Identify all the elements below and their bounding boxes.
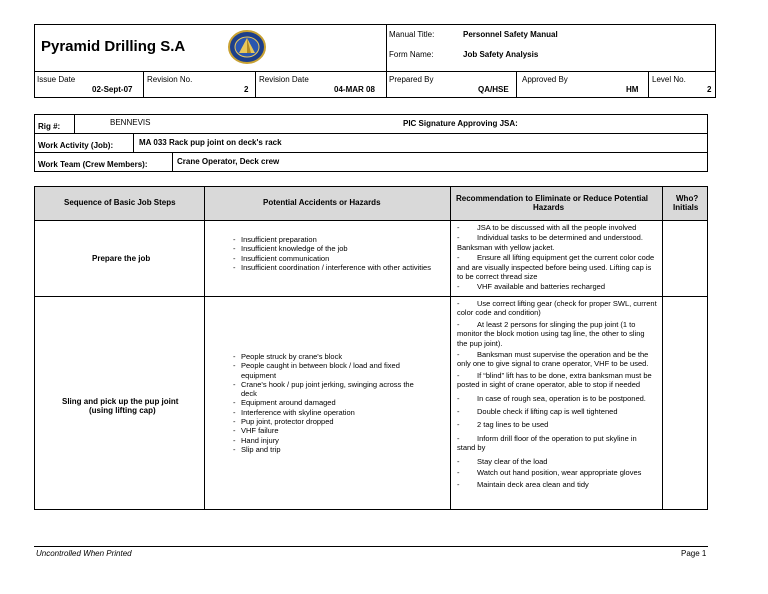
level-no-label: Level No. (652, 75, 686, 84)
list-item: - Equipment around damaged (233, 398, 423, 407)
list-item: - VHF failure (233, 426, 423, 435)
list-item: - Crane's hook / pup joint jerking, swinging across the deck (233, 380, 423, 399)
list-item: - Use correct lifting gear (check for proper SWL, current color code and condition) (457, 299, 657, 318)
form-name-value: Job Safety Analysis (463, 50, 539, 59)
meta-row (34, 71, 716, 98)
work-team-value: Crane Operator, Deck crew (177, 157, 280, 166)
approved-by-value: HM (626, 85, 639, 94)
footer-uncontrolled: Uncontrolled When Printed (36, 549, 132, 558)
list-item: - At least 2 persons for slinging the pup joint (1 to monitor the block motion using tag line, the other to sling the pup joint). (457, 319, 645, 348)
row1-step: Prepare the job (92, 254, 151, 263)
list-item: - Slip and trip (233, 445, 423, 454)
list-item: - Interference with skyline operation (233, 408, 423, 417)
row1-hazards (233, 235, 438, 272)
header-recommendations-line1: Recommendation to Eliminate or Reduce Potential (456, 194, 649, 203)
work-activity-label: Work Activity (Job): (38, 141, 114, 150)
prepared-by-label: Prepared By (389, 75, 434, 84)
rig-value: BENNEVIS (110, 118, 151, 127)
footer-page-number: Page 1 (681, 549, 707, 558)
pic-signature-label: PIC Signature Approving JSA: (403, 119, 518, 128)
list-item: - In case of rough sea, operation is to be postponed. (457, 393, 646, 403)
row2-step-line1: Sling and pick up the pup joint (62, 397, 179, 406)
work-activity-value: MA 033 Rack pup joint on deck's rack (139, 138, 282, 147)
work-team-label: Work Team (Crew Members): (38, 160, 148, 169)
row2-step-line2: (using lifting cap) (89, 406, 156, 415)
pyramid-drilling-logo-icon (227, 29, 267, 65)
manual-title-label: Manual Title: (389, 30, 435, 39)
header-hazards: Potential Accidents or Hazards (263, 198, 381, 207)
row1-recommendations (457, 223, 657, 292)
list-item: - 2 tag lines to be used (457, 420, 549, 430)
revision-date-value: 04-MAR 08 (334, 85, 375, 94)
list-item: - JSA to be discussed with all the people involved (457, 223, 637, 232)
level-no-value: 2 (707, 85, 712, 94)
list-item: - People caught in between block / load and fixed equipment (233, 361, 423, 380)
list-item: - Individual tasks to be determined and understood. Banksman with yellow jacket. (457, 233, 643, 252)
header-recommendations-line2: Hazards (533, 203, 565, 212)
list-item: - Insufficient coordination / interference with other activities (233, 263, 438, 272)
list-item: - Inform drill floor of the operation to put skyline in stand by (457, 433, 637, 453)
issue-date-value: 02-Sept-07 (92, 85, 133, 94)
revision-no-value: 2 (244, 85, 249, 94)
list-item: - Double check if lifting cap is well tightened (457, 407, 618, 417)
list-item: - If “blind” lift has to be done, extra banksman must be posted in sight of crane operator, able to stop if needed (457, 370, 652, 390)
list-item: - Stay clear of the load (457, 456, 548, 466)
header-steps: Sequence of Basic Job Steps (64, 198, 176, 207)
list-item: - VHF available and batteries recharged (457, 282, 605, 292)
rig-label: Rig #: (38, 122, 61, 131)
row2-recommendations (457, 299, 657, 489)
list-item: - Insufficient preparation (233, 235, 438, 244)
list-item: - Pup joint, protector dropped (233, 417, 423, 426)
list-item: - Ensure all lifting equipment get the current color code and are visually inspected before being used. Lifting cap is to be correct thread size (457, 253, 655, 282)
row2-hazards (233, 352, 423, 454)
revision-date-label: Revision Date (259, 75, 309, 84)
list-item: - Maintain deck area clean and tidy (457, 479, 589, 489)
list-item: - Watch out hand position, wear appropriate gloves (457, 468, 642, 478)
list-item: - Insufficient knowledge of the job (233, 244, 438, 253)
list-item: - Hand injury (233, 436, 423, 445)
issue-date-label: Issue Date (37, 75, 76, 84)
list-item: - Insufficient communication (233, 254, 438, 263)
prepared-by-value: QA/HSE (478, 85, 509, 94)
manual-title-value: Personnel Safety Manual (463, 30, 558, 39)
form-name-label: Form Name: (389, 50, 434, 59)
header-who-line1: Who? (676, 194, 699, 203)
list-item: - Banksman must supervise the operation and be the only one to give signal to crane operator, VHF to be used. (457, 350, 649, 369)
approved-by-label: Approved By (522, 75, 568, 84)
header-who-line2: Initials (673, 203, 699, 212)
revision-no-label: Revision No. (147, 75, 193, 84)
company-name: Pyramid Drilling S.A (41, 38, 186, 55)
footer-divider (34, 546, 708, 547)
list-item: - People struck by crane's block (233, 352, 423, 361)
